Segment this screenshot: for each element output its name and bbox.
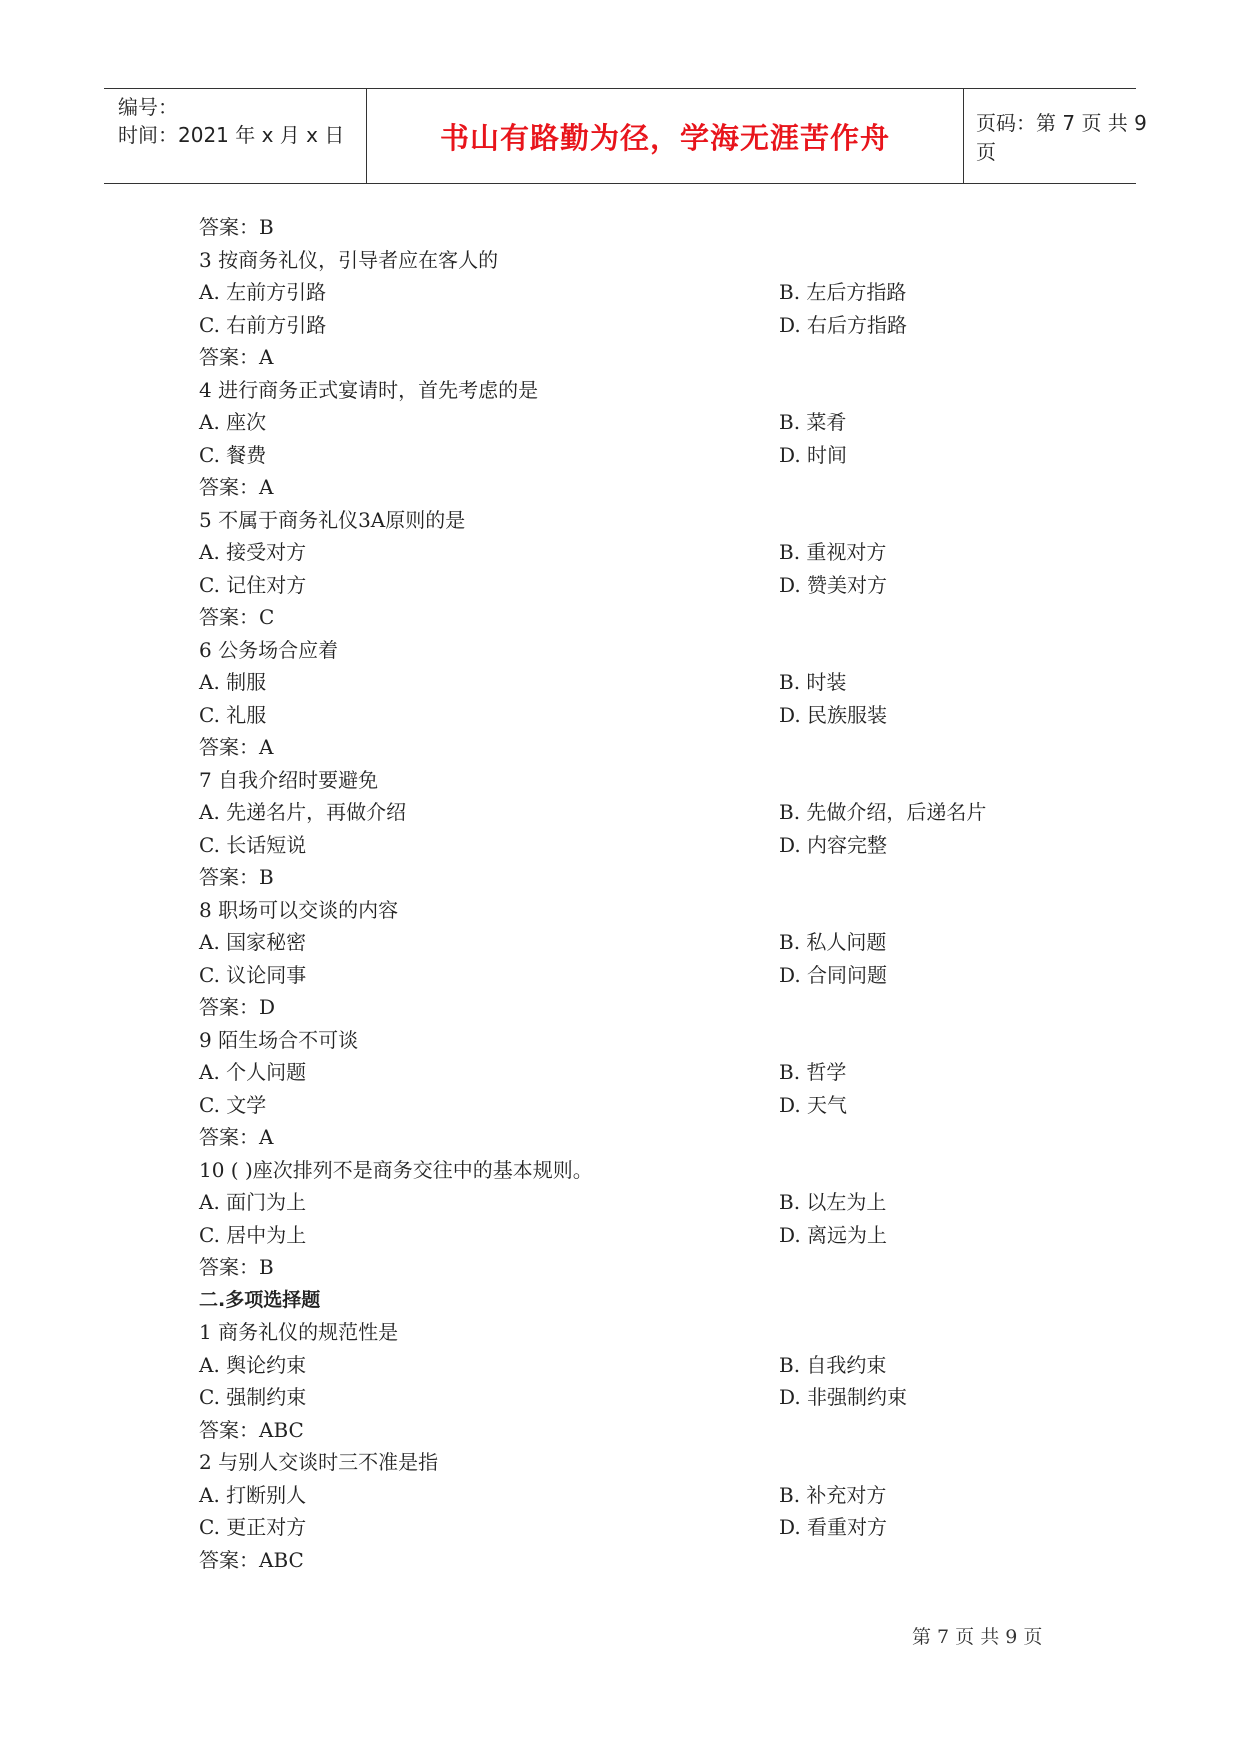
option-left: C. 长话短说 [199,832,307,857]
page-header [104,88,1147,184]
option-left: A. 舆论约束 [199,1352,307,1377]
option-row [199,666,1039,699]
option-left: C. 礼服 [199,702,267,727]
option-left: A. 国家秘密 [199,930,307,954]
option-right: B. 哲学 [779,1060,847,1084]
header-info-cell [104,89,367,183]
question-text: 4 进行商务正式宴请时，首先考虑的是 [199,377,539,402]
option-row [199,1381,1039,1414]
option-right: D. 内容完整 [779,832,888,857]
answer-line: 答案：D [199,995,276,1019]
answer-line: 答案：B [199,865,274,889]
answer-line: 答案：ABC [199,1417,304,1442]
option-left: C. 右前方引路 [199,312,327,337]
answer-line: 答案：A [199,475,274,499]
question-text: 3 按商务礼仪，引导者应在客人的 [199,247,499,272]
option-row [199,959,1039,992]
option-row [199,1089,1039,1122]
header-page-cell [964,89,1148,183]
option-row [199,1349,1039,1382]
option-left: A. 制服 [199,670,267,694]
option-left: C. 更正对方 [199,1515,307,1539]
option-left: C. 餐费 [199,442,267,467]
option-row [199,569,1039,602]
option-left: A. 个人问题 [199,1060,307,1084]
option-row [199,276,1039,309]
option-row [199,699,1039,732]
option-row [199,1479,1039,1512]
option-right: B. 以左为上 [779,1190,887,1214]
answer-line: 答案：A [199,735,274,759]
question-text: 10 ( )座次排列不是商务交往中的基本规则。 [199,1157,593,1182]
question-text: 6 公务场合应着 [199,637,339,662]
question-text: 2 与别人交谈时三不准是指 [199,1450,439,1474]
page-number-label: 页码：第 7 页 共 9 页 [976,111,1147,164]
question-list [199,211,1039,1576]
option-right: D. 赞美对方 [779,572,888,597]
option-left: A. 面门为上 [199,1190,307,1214]
option-right: B. 先做介绍，后递名片 [779,800,987,824]
option-row [199,536,1039,569]
option-row [199,829,1039,862]
option-row [199,406,1039,439]
option-right: D. 天气 [779,1092,848,1117]
option-row [199,1056,1039,1089]
header-motto-cell [367,89,964,183]
option-row [199,1511,1039,1544]
answer-line: 答案：ABC [199,1547,304,1572]
option-row [199,1186,1039,1219]
answer-line: 答案：C [199,605,275,629]
date-label: 时间：2021 年 x 月 x 日 [118,123,345,147]
option-row [199,796,1039,829]
option-left: C. 议论同事 [199,962,307,987]
option-right: B. 重视对方 [779,540,887,564]
option-right: D. 看重对方 [779,1515,888,1539]
option-left: C. 记住对方 [199,572,307,597]
question-text: 8 职场可以交谈的内容 [199,897,399,922]
option-left: A. 打断别人 [199,1482,307,1507]
option-left: A. 接受对方 [199,540,307,564]
option-row [199,1219,1039,1252]
option-row [199,439,1039,472]
answer-line: 答案：B [199,215,274,239]
answer-line: 答案：A [199,1125,274,1149]
option-left: C. 文学 [199,1092,267,1117]
option-right: D. 时间 [779,442,848,467]
option-right: B. 菜肴 [779,410,847,434]
option-right: D. 离远为上 [779,1222,888,1247]
page-footer: 第 7 页 共 9 页 [912,1626,1043,1648]
option-left: C. 强制约束 [199,1385,307,1409]
option-row [199,309,1039,342]
option-left: A. 先递名片，再做介绍 [199,800,407,824]
option-right: B. 左后方指路 [779,280,907,304]
question-text: 5 不属于商务礼仪3A原则的是 [199,507,466,532]
motto-title: 书山有路勤为径，学海无涯苦作舟 [439,120,890,155]
option-right: D. 右后方指路 [779,312,908,337]
option-left: C. 居中为上 [199,1222,307,1247]
option-left: A. 座次 [199,410,267,434]
option-right: B. 时装 [779,670,847,694]
section-heading: 二.多项选择题 [199,1288,321,1311]
option-right: D. 非强制约束 [779,1385,908,1409]
number-label: 编号： [118,95,178,119]
answer-line: 答案：B [199,1255,274,1279]
question-text: 7 自我介绍时要避免 [199,767,379,792]
option-right: B. 私人问题 [779,930,887,954]
question-text: 1 商务礼仪的规范性是 [199,1320,399,1344]
option-right: D. 民族服装 [779,702,888,727]
answer-line: 答案：A [199,345,274,369]
option-right: B. 自我约束 [779,1352,887,1377]
question-text: 9 陌生场合不可谈 [199,1027,359,1052]
option-right: B. 补充对方 [779,1482,887,1507]
option-right: D. 合同问题 [779,962,888,987]
option-left: A. 左前方引路 [199,280,327,304]
option-row [199,926,1039,959]
